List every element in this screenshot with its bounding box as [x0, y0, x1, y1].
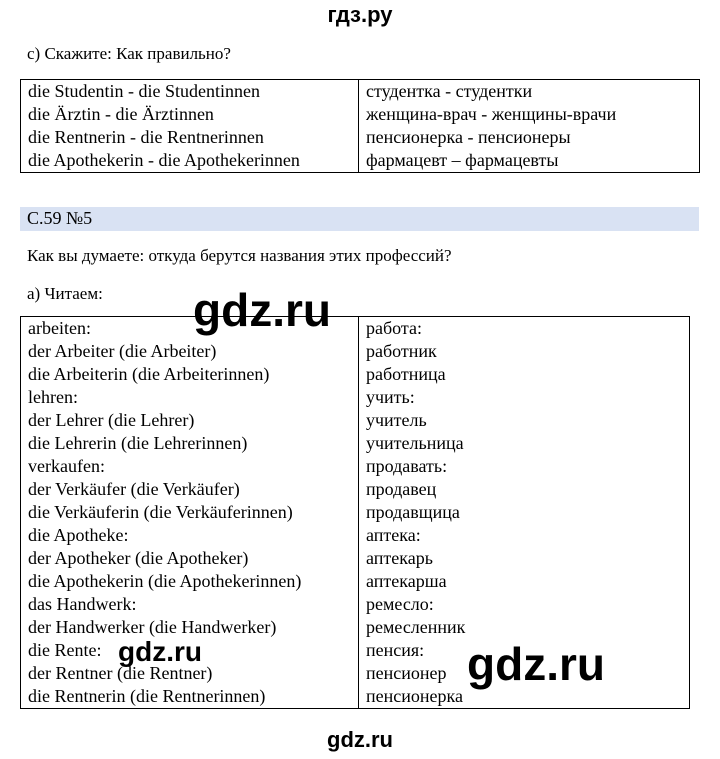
german-line: verkaufen: — [28, 456, 105, 476]
watermark-right: gdz.ru — [467, 638, 605, 690]
german-line: der Apotheker (die Apotheker) — [28, 548, 249, 568]
german-line: die Apothekerin (die Apothekerinnen) — [28, 571, 302, 591]
watermark-large: gdz.ru — [193, 284, 331, 336]
section-a-label: а) Читаем: — [27, 284, 103, 303]
russian-line: работница — [366, 364, 446, 384]
site-footer: gdz.ru — [327, 727, 393, 752]
russian-line: пенсионер — [366, 663, 447, 683]
russian-line: учительница — [366, 433, 464, 453]
site-header: гдз.ру — [327, 2, 393, 27]
german-line: die Ärztin - die Ärztinnen — [28, 104, 214, 124]
german-line: die Lehrerin (die Lehrerinnen) — [28, 433, 248, 453]
german-line: die Rentnerin (die Rentnerinnen) — [28, 686, 266, 706]
russian-line: работник — [366, 341, 437, 361]
russian-line: аптекарь — [366, 548, 433, 568]
russian-line: пенсионерка - пенсионеры — [366, 127, 571, 147]
german-line: der Lehrer (die Lehrer) — [28, 410, 195, 430]
german-line: die Studentin - die Studentinnen — [28, 81, 260, 101]
russian-column — [359, 80, 700, 173]
watermark-small: gdz.ru — [118, 636, 202, 667]
german-line: die Verkäuferin (die Verkäuferinnen) — [28, 502, 293, 522]
german-line: das Handwerk: — [28, 594, 137, 614]
german-line: die Rente: — [28, 640, 102, 660]
russian-line: аптекарша — [366, 571, 447, 591]
german-line: die Apotheke: — [28, 525, 129, 545]
russian-line: учить: — [366, 387, 415, 407]
german-line: die Apothekerin - die Apothekerinnen — [28, 150, 300, 170]
russian-line: продавать: — [366, 456, 448, 476]
russian-line: ремесло: — [366, 594, 434, 614]
russian-line: студентка - студентки — [366, 81, 533, 101]
russian-line: фармацевт – фармацевты — [366, 150, 559, 170]
german-line: der Arbeiter (die Arbeiter) — [28, 341, 217, 361]
section-c-label: c) Скажите: Как правильно? — [27, 44, 231, 63]
german-line: arbeiten: — [28, 318, 91, 338]
exercise-question: Как вы думаете: откуда берутся названия этих профессий? — [27, 246, 452, 265]
german-line: der Verkäufer (die Verkäufer) — [28, 479, 240, 499]
german-line: der Rentner (die Rentner) — [28, 663, 213, 683]
german-column — [21, 80, 359, 173]
exercise-header-bar — [20, 207, 699, 231]
russian-line: пенсия: — [366, 640, 425, 660]
table-section-c — [20, 79, 700, 173]
exercise-title: C.59 №5 — [27, 208, 93, 228]
russian-line: ремесленник — [366, 617, 466, 637]
russian-line: женщина-врач - женщины-врачи — [366, 104, 617, 124]
russian-line: продавец — [366, 479, 437, 499]
german-line: die Arbeiterin (die Arbeiterinnen) — [28, 364, 270, 384]
german-line: die Rentnerin - die Rentnerinnen — [28, 127, 264, 147]
russian-line: аптека: — [366, 525, 421, 545]
german-line: der Handwerker (die Handwerker) — [28, 617, 277, 637]
russian-line: пенсионерка — [366, 686, 463, 706]
russian-line: работа: — [366, 318, 422, 338]
russian-line: учитель — [366, 410, 427, 430]
german-line: lehren: — [28, 387, 78, 407]
table-row — [21, 80, 700, 173]
russian-line: продавщица — [366, 502, 460, 522]
